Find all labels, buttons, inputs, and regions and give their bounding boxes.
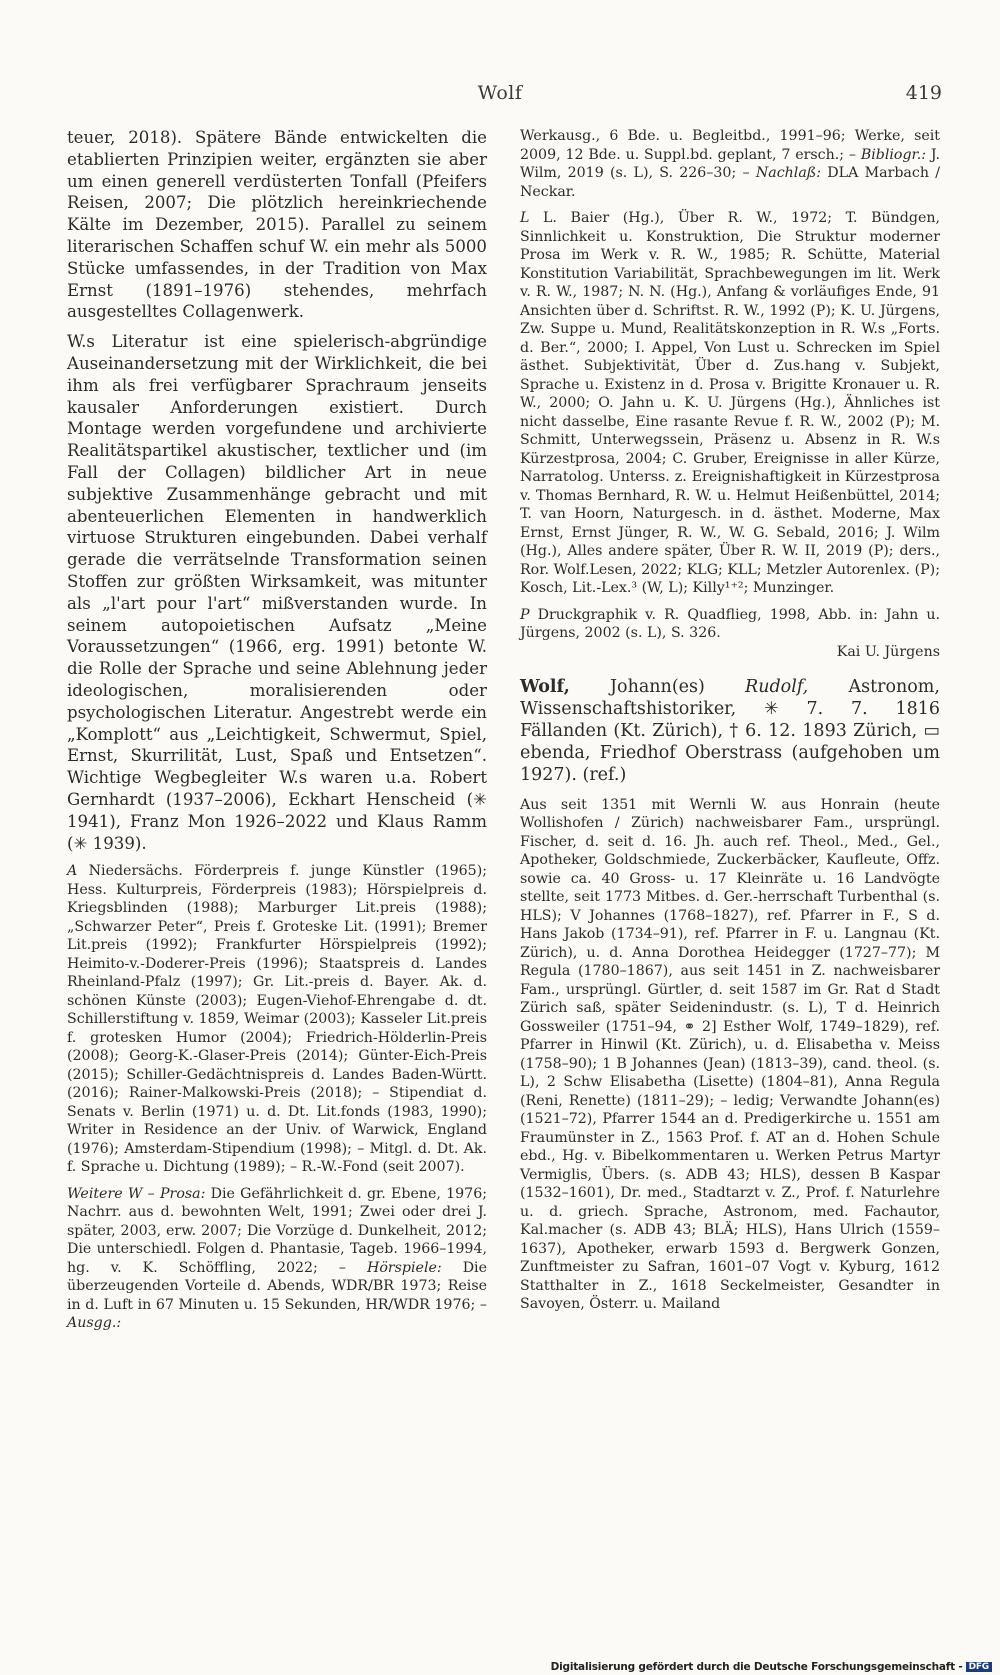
bibliography-text: J. Wilm, 2019 (s. L), S. 226–30; – xyxy=(520,146,941,181)
literature-section xyxy=(520,209,940,598)
works-hoerspiele-label: Hörspiele: xyxy=(366,1259,442,1276)
estate-label: Nachlaß: xyxy=(755,165,822,181)
author-signature: Kai U. Jürgens xyxy=(836,643,940,660)
footer xyxy=(551,1661,992,1673)
estate-text: DLA Marbach / Neckar. xyxy=(520,165,941,200)
editions-text: Werkausg., 6 Bde. u. Begleitbd., 1991–96; Werke, seit 2009, 12 Bde. u. Suppl.bd. geplant, 7 ersch.; – xyxy=(520,128,940,163)
left-column xyxy=(67,127,487,1333)
bibliography-label: Bibliogr.: xyxy=(860,146,927,163)
page-number: 419 xyxy=(905,82,942,104)
portrait-section xyxy=(520,606,940,643)
running-head: Wolf xyxy=(477,82,523,104)
portrait-text: Druckgraphik v. R. Quadflieg, 1998, Abb. in: Jahn u. Jürgens, 2002 (s. L), S. 326. xyxy=(520,606,940,641)
paragraph-2: W.s Literatur ist eine spielerisch-abgründige Auseinandersetzung mit der Wirklichkeit, die bei ihm als frei verfügbarer Sprachraum jenseits kausaler Anforderungen existiert. Durch Montage werden vorgefundene und archivierte Realitätspartikel akustischer, textlicher und (im Fall der Collagen) bildlicher Art in neue subjektive Zusammenhänge gebracht und mit abenteuerlichen Elementen in handwerklich virtuose Strukturen eingebunden. Dabei verhalf gerade die verrätselnde Transformation seinen Stoffen zur größten Wirksamkeit, was mitunter als „l'art pour l'art“ mißverstanden wurde. In seinem autopoietischen Aufsatz „Meine Voraussetzungen“ (1966, erg. 1991) betonte W. die Rolle der Sprache und seine Ablehnung jeder ideologischen, moralisierenden oder psychologischen Literatur. Angestrebt werde ein „Komplott“ aus „Leichtigkeit, Schwermut, Spiel, Ernst, Skurrilität, Lust, Spaß und Entsetzen“. Wichtige Wegbegleiter W.s waren u.a. Robert Gernhardt (1937–2006), Eckhart Henscheid (✳ 1941), Franz Mon 1926–2022 und Klaus Ramm (✳ 1939). xyxy=(67,332,487,853)
literature-text: L. Baier (Hg.), Über R. W., 1972; T. Bündgen, Sinnlichkeit u. Konstruktion, Die Struktur moderner Prosa im Werk v. R. W., 1985; R. Schütte, Material Konstitution Variabilität, Sprachbewegungen im lit. Werk v. R. W., 1987; N. N. (Hg.), Anfang & vorläufiges Ende, 91 Ansichten über d. Schriftst. R. W., 1992 (P); K. U. Jürgens, Zw. Suppe u. Mund, Realitätskonzeption in R. W.s „Forts. d. Ber.“, 2000; I. Appel, Von Lust u. Schrecken im Spiel ästhet. Subjektivität, Über d. Zus.hang v. Subjekt, Sprache u. Existenz in d. Prosa v. Brigitte Kronauer u. R. W., 2000; O. Jahn u. K. U. Jürgens (Hg.), Ähnliches ist nicht dasselbe, Eine rasante Revue f. R. W., 2002 (P); M. Schmitt, Unterwegssein, Präsenz u. Absenz in R. W.s Kürzestprosa, 2004; C. Gruber, Ereignisse in aller Kürze, Narratolog. Unterss. z. Ereignishaftigkeit in Kürzestprosa v. Thomas Bernhard, R. W. u. Helmut Heißenbüttel, 2014; T. van Hoorn, Naturgesch. in d. ästhet. Moderne, Max Ernst, Ernst Jünger, R. W., W. G. Sebald, 2016; J. Wilm (Hg.), Alles andere später, Über R. W. II, 2019 (P); ders., Ror. Wolf.Lesen, 2022; KLG; KLL; Metzler Autorenlex. (P); Kosch, Lit.-Lex.³ (W, L); Killy¹⁺²; Munzinger. xyxy=(520,210,940,596)
works-hoerspiele: Die überzeugenden Vorteile d. Abends, WDR/BR 1973; Reise in d. Luft in 67 Minuten u. 15 Sekunden, HR/WDR 1976; – xyxy=(67,1259,487,1313)
genealogy-section: Aus seit 1351 mit Wernli W. aus Honrain (heute Wollishofen / Zürich) nachweisbarer Fam., ursprüngl. Fischer, d. seit d. 16. Jh. auch ref. Theol., Med., Gel., Apotheker, Goldschmiede, Zuckerbäcker, Kaufleute, Offz. sowie ca. 40 Gross- u. 17 Kleinräte u. 16 Landvögte stellte, seit 1773 Mitbes. d. Ger.-herrschaft Turbenthal (s. HLS); V Johannes (1768–1827), ref. Pfarrer in F., S d. Hans Jakob (1734–91), ref. Pfarrer in F. u. Langnau (Kt. Zürich), u. d. Anna Dorothea Heidegger (1727–77); M Regula (1780–1867), aus seit 1451 in Z. nachweisbarer Fam., ursprüngl. Gürtler, d. seit 1587 im Gr. Rat d Stadt Zürich saß, später Seidenindustr. (s. L), T d. Heinrich Gossweiler (1751–94, ⚭ 2] Esther Wolf, 1749–1829), ref. Pfarrer in Hinwil (Kt. Zürich), u. d. Elisabetha v. Meiss (1758–90); 1 B Johannes (Jean) (1813–39), cand. theol. (s. L), 2 Schw Elisabetha (Lisette) (1804–81), Anna Regula (Reni, Renette) (1811–29); – ledig; Verwandte Johann(es) (1521–72), Pfarrer 1544 an d. Predigerkirche u. 1551 am Fraumünster in Z., 1563 Prof. f. AT an d. Hohen Schule ebd., Hg. v. Bibelkommentaren u. Werken Petrus Martyr Vermiglis, Übers. (s. ADB 43; HLS), dessen B Kaspar (1532–1601), Dr. med., Stadtarzt v. Z., Prof. f. Naturlehre u. d. griech. Sprache, Astronom, med. Fachautor, Kal.macher (s. ADB 43; BLÄ; HLS), Hans Ulrich (1559–1637), Apotheker, erwarb 1593 d. Bergwerk Gonzen, Zunftmeister zu Safran, 1601–07 Vogt v. Kyburg, 1612 Statthalter in Z., 1618 Seckelmeister, Gesandter in Savoyen, Österr. u. Mailand xyxy=(520,796,940,1312)
paragraph-1: teuer, 2018). Spätere Bände entwickelten die etablierten Prinzipien weiter, ergänzten sie aber um einen generell verdüsterten Tonfall (Pfeifers Reisen, 2007; Die plötzlich hereinkriechende Kälte im Dezember, 2015). Parallel zu seinem literarischen Schaffen schuf W. ein mehr als 5000 Stücke umfassendes, in der Tradition von Max Ernst (1891–1976) stehendes, mehrfach ausgestelltes Collagenwerk. xyxy=(67,128,487,322)
dfg-logo: DFG xyxy=(966,1662,992,1672)
portrait-label: P xyxy=(520,606,530,623)
awards-section xyxy=(67,862,487,1177)
entry-heading xyxy=(520,676,940,786)
editions-section xyxy=(520,127,940,201)
entry-name: Wolf, xyxy=(520,676,570,697)
literature-label: L xyxy=(520,210,530,226)
right-column xyxy=(520,127,940,1314)
entry-description: Astronom, Wissenschaftshistoriker, ✳ 7. 7. 1816 Fällanden (Kt. Zürich), † 6. 12. 1893 Zürich, ▭ ebenda, Friedhof Oberstrass (aufgehoben um 1927). (ref.) xyxy=(520,676,940,785)
entry-call-name: Rudolf, xyxy=(745,676,809,697)
entry-given-name: Johann(es) xyxy=(610,676,705,697)
works-section xyxy=(67,1185,487,1333)
awards-label: A xyxy=(67,863,78,880)
works-label: Weitere W – Prosa: xyxy=(67,1185,206,1202)
awards-text: Niedersächs. Förderpreis f. junge Künstler (1965); Hess. Kulturpreis, Förderpreis (1983); Hörspielpreis d. Kriegsblinden (1988); Marburger Lit.preis (1988); „Schwarzer Peter“, Preis f. Groteske Lit. (1991); Bremer Lit.preis (1992); Frankfurter Hörspielpreis (1992); Heimito-v.-Doderer-Preis (1996); Staatspreis d. Landes Rheinland-Pfalz (1997); Gr. Lit.-preis d. Bayer. Ak. d. schönen Künste (2003); Eugen-Viehof-Ehrengabe d. dt. Schillerstiftung v. 1859, Weimar (2003); Kasseler Lit.preis f. grotesken Humor (2004); Friedrich-Hölderlin-Preis (2008); Georg-K.-Glaser-Preis (2014); Günter-Eich-Preis (2015); Schiller-Gedächtnispreis d. Landes Baden-Württ. (2016); Rainer-Malkowski-Preis (2018); – Stipendiat d. Senats v. Berlin (1971) u. d. Dt. Lit.fonds (1983, 1990); Writer in Residence an der Univ. of Warwick, England (1976); Amsterdam-Stipendium (1998); – Mitgl. d. Dt. Ak. f. Sprache u. Dichtung (1989); – R.-W.-Fond (seit 2007). xyxy=(67,863,488,1176)
works-prosa: Die Gefährlichkeit d. gr. Ebene, 1976; Nachrr. aus d. bewohnten Welt, 1991; Zwei oder drei J. später, 2003, erw. 2007; Die Vorzüge d. Dunkelheit, 2012; Die unterschiedl. Folgen d. Phantasie, Tageb. 1966–1994, hg. v. K. Schöffling, 2022; – xyxy=(67,1185,487,1276)
works-ausgg-label: Ausgg.: xyxy=(67,1315,122,1332)
footer-text: Digitalisierung gefördert durch die Deutsche Forschungsgemeinschaft - xyxy=(550,1661,963,1673)
